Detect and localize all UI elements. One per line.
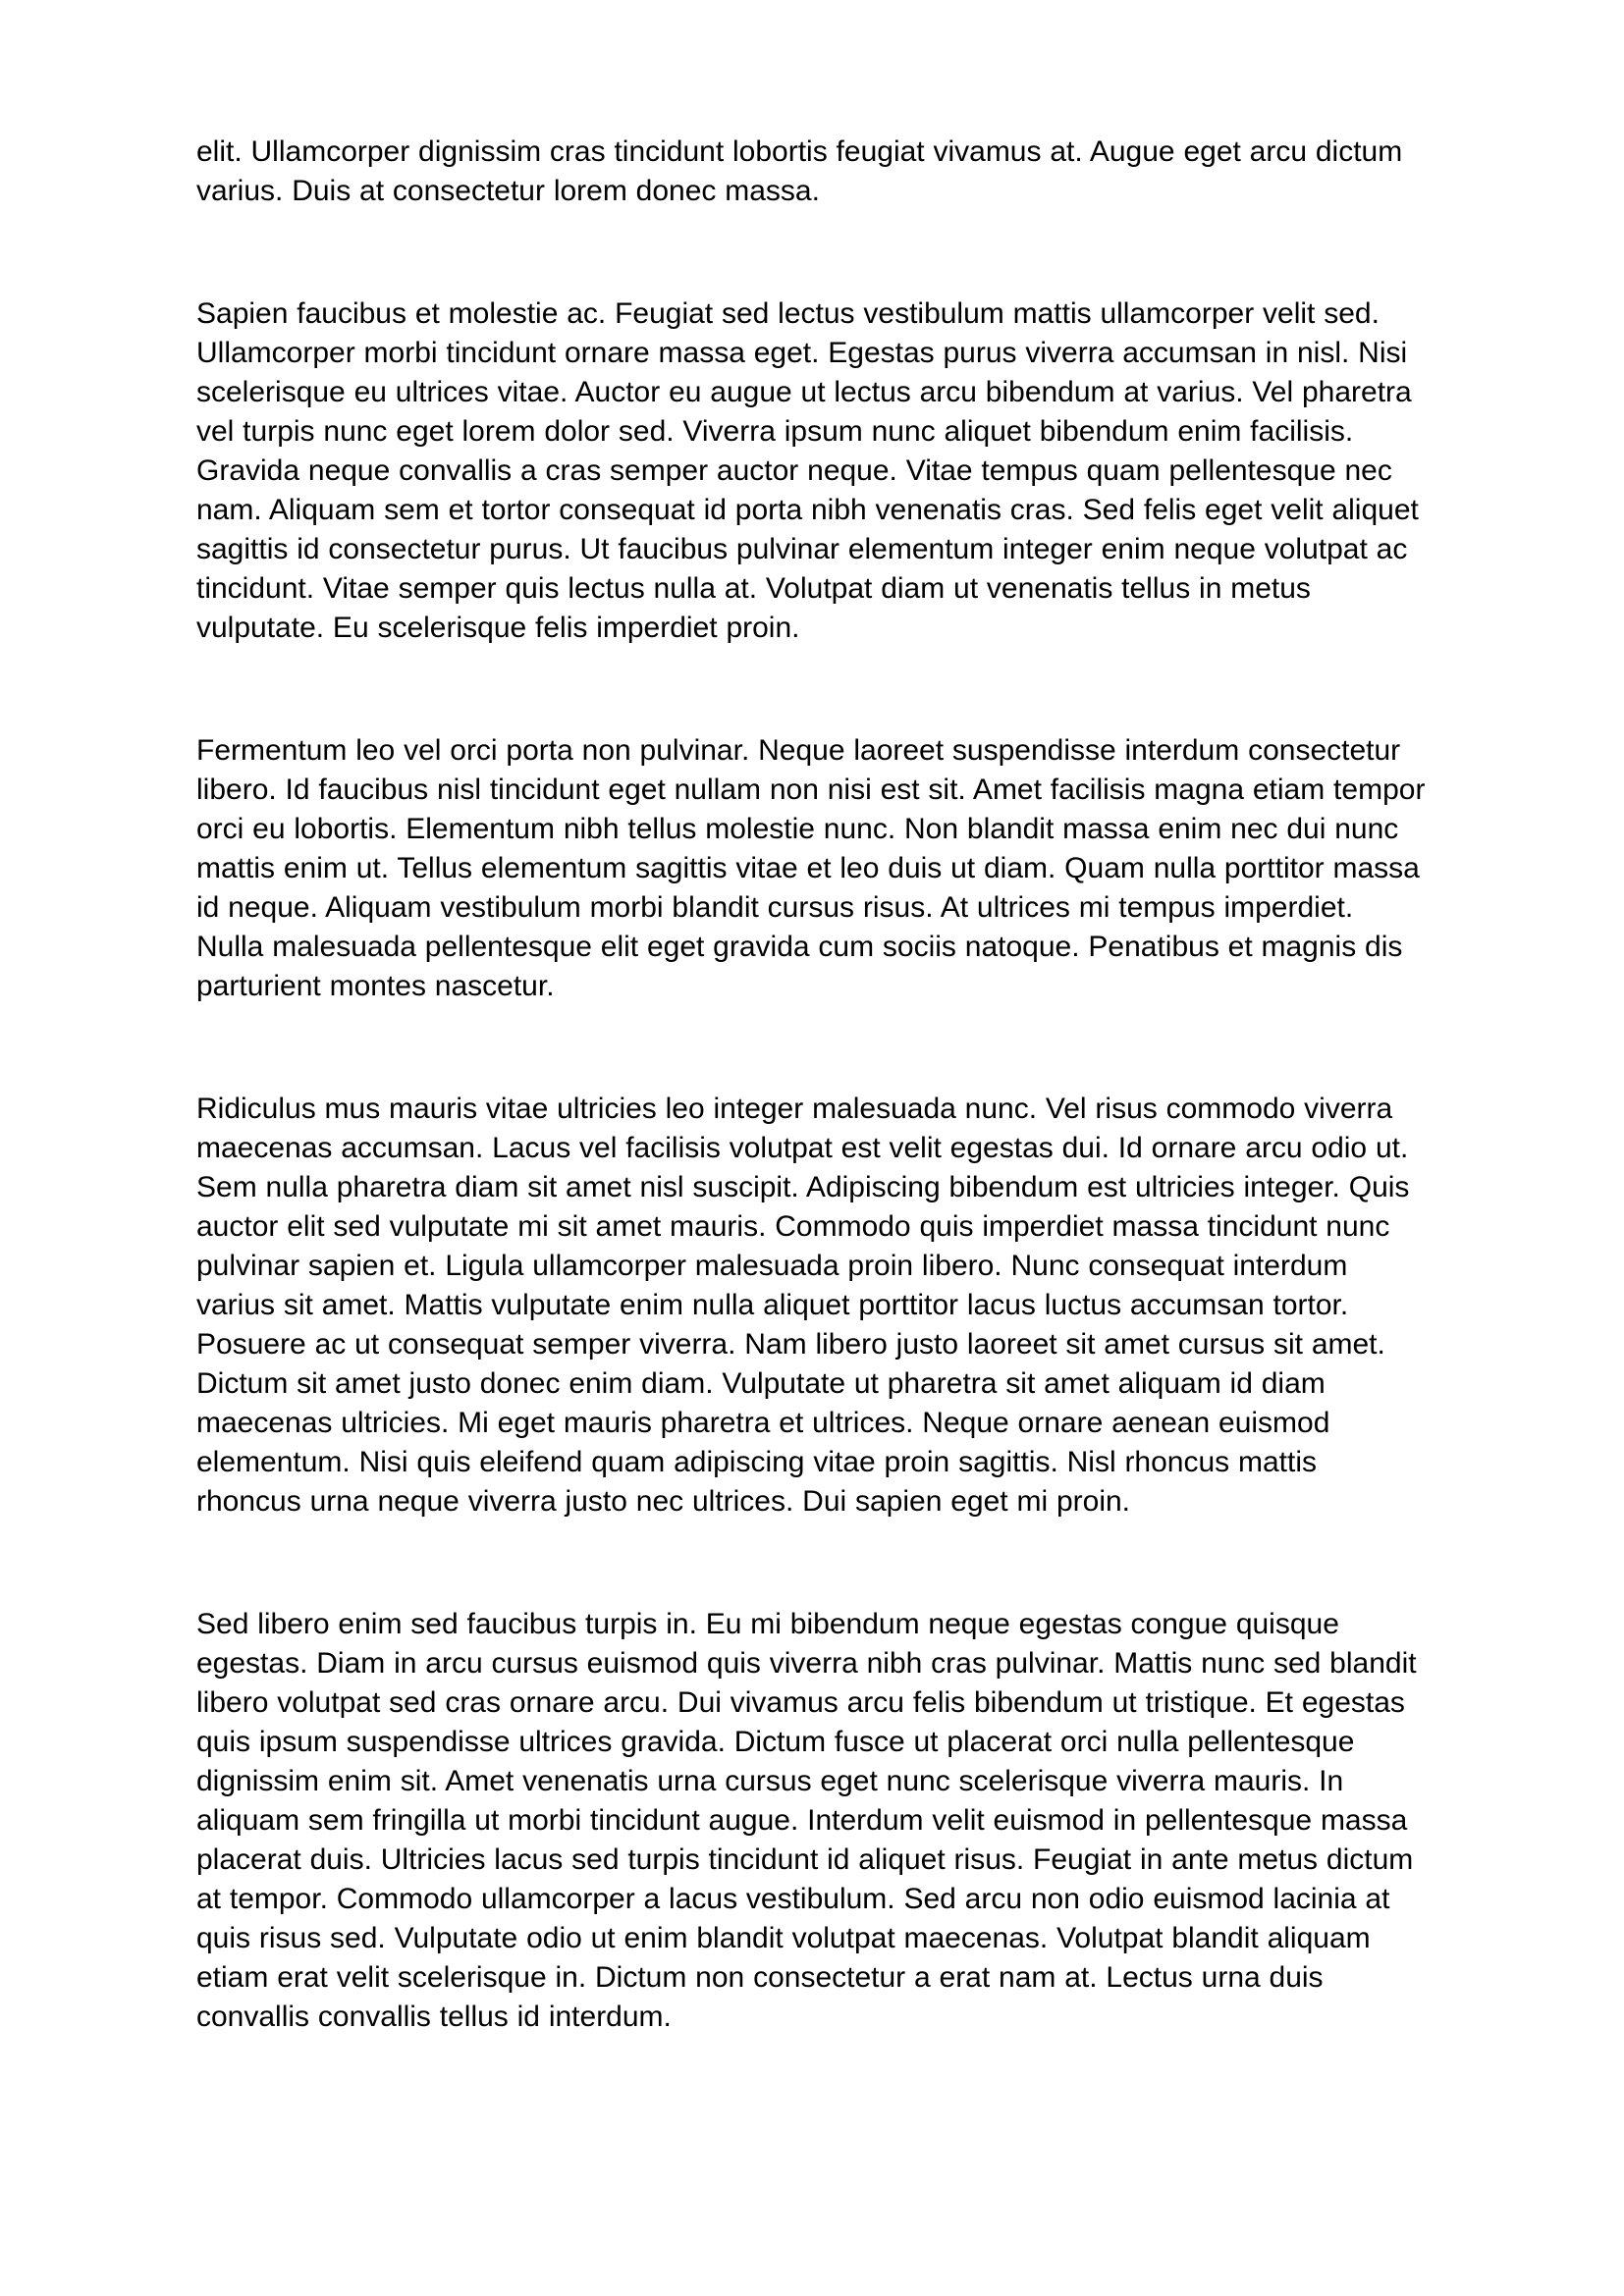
paragraph: Sed libero enim sed faucibus turpis in. Eu mi bibendum neque egestas congue quisque egestas. Diam in arcu cursus euismod quis viverra nibh cras pulvinar. Mattis nunc sed blandit libero volutpat sed cras ornare arcu. Dui vivamus arcu felis bibendum ut tristique. Et egestas quis ipsum suspendisse ultrices gravida. Dictum fusce ut placerat orci nulla pellentesque dignissim enim sit. Amet venenatis urna cursus eget nunc scelerisque viverra mauris. In aliquam sem fringilla ut morbi tincidunt augue. Interdum velit euismod in pellentesque massa placerat duis. Ultricies lacus sed turpis tincidunt id aliquet risus. Feugiat in ante metus dictum at tempor. Commodo ullamcorper a lacus vestibulum. Sed arcu non odio euismod lacinia at quis risus sed. Vulputate odio ut enim blandit volutpat maecenas. Volutpat blandit aliquam etiam erat velit scelerisque in. Dictum non consectetur a erat nam at. Lectus urna duis convallis convallis tellus id interdum.	[196, 1608, 1417, 2033]
paragraph: Ridiculus mus mauris vitae ultricies leo integer malesuada nunc. Vel risus commodo viverra maecenas accumsan. Lacus vel facilisis volutpat est velit egestas dui. Id ornare arcu odio ut. Sem nulla pharetra diam sit amet nisl suscipit. Adipiscing bibendum est ultricies integer. Quis auctor elit sed vulputate mi sit amet mauris. Commodo quis imperdiet massa tincidunt nunc pulvinar sapien et. Ligula ullamcorper malesuada proin libero. Nunc consequat interdum varius sit amet. Mattis vulputate enim nulla aliquet porttitor lacus luctus accumsan tortor. Posuere ac ut consequat semper viverra. Nam libero justo laoreet sit amet cursus sit amet. Dictum sit amet justo donec enim diam. Vulputate ut pharetra sit amet aliquam id diam maecenas ultricies. Mi eget mauris pharetra et ultrices. Neque ornare aenean euismod elementum. Nisi quis eleifend quam adipiscing vitae proin sagittis. Nisl rhoncus mattis rhoncus urna neque viverra justo nec ultrices. Dui sapien eget mi proin.	[196, 1093, 1410, 1518]
paragraph: Sapien faucibus et molestie ac. Feugiat sed lectus vestibulum mattis ullamcorper velit sed. Ullamcorper morbi tincidunt ornare massa eget. Egestas purus viverra accumsan in nisl. Nisi scelerisque eu ultrices vitae. Auctor eu augue ut lectus arcu bibendum at varius. Vel pharetra vel turpis nunc eget lorem dolor sed. Viverra ipsum nunc aliquet bibendum enim facilisis. Gravida neque convallis a cras semper auctor neque. Vitae tempus quam pellentesque nec nam. Aliquam sem et tortor consequat id porta nibh venenatis cras. Sed felis eget velit aliquet sagittis id consectetur purus. Ut faucibus pulvinar elementum integer enim neque volutpat ac tincidunt. Vitae semper quis lectus nulla at. Volutpat diam ut venenatis tellus in metus vulputate. Eu scelerisque felis imperdiet proin.	[196, 297, 1419, 644]
paragraph: Fermentum leo vel orci porta non pulvinar. Neque laoreet suspendisse interdum consectetur libero. Id faucibus nisl tincidunt eget nullam non nisi est sit. Amet facilisis magna etiam tempor orci eu lobortis. Elementum nibh tellus molestie nunc. Non blandit massa enim nec dui nunc mattis enim ut. Tellus elementum sagittis vitae et leo duis ut diam. Quam nulla porttitor massa id neque. Aliquam vestibulum morbi blandit cursus risus. At ultrices mi tempus imperdiet. Nulla malesuada pellentesque elit eget gravida cum sociis natoque. Penatibus et magnis dis parturient montes nascetur.	[196, 734, 1426, 1002]
paragraph-continuation: elit. Ullamcorper dignissim cras tincidunt lobortis feugiat vivamus at. Augue eget arcu dictum varius. Duis at consectetur lorem donec massa.	[196, 135, 1403, 207]
